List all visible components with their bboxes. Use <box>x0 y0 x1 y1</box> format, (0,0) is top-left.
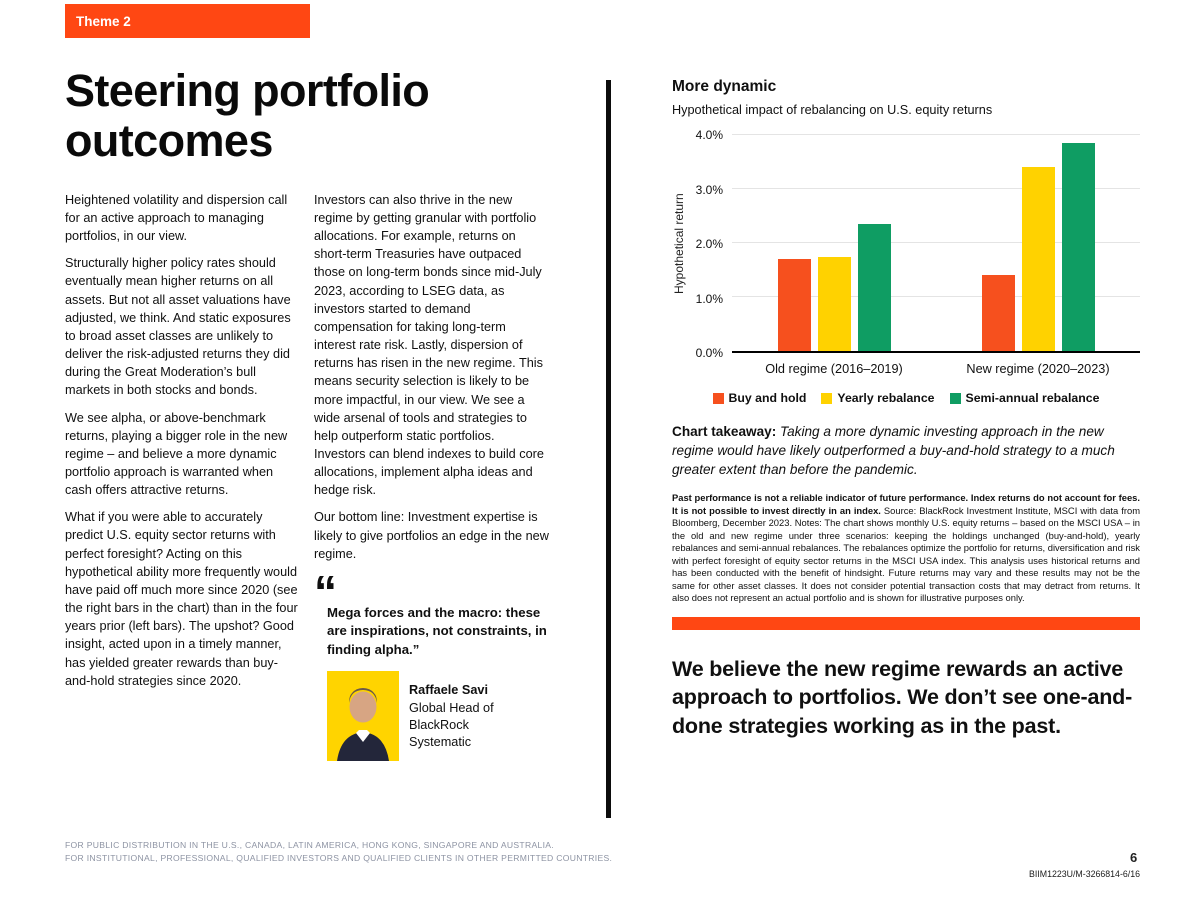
headshot-photo <box>327 671 399 761</box>
bar-group <box>982 135 1095 351</box>
y-tick-label: 1.0% <box>695 291 723 306</box>
y-tick-label: 4.0% <box>695 128 723 142</box>
bar-buy-and-hold <box>982 275 1015 351</box>
left-article <box>65 66 549 761</box>
quote-author-title: Global Head of BlackRock Systematic <box>409 700 494 749</box>
body-columns <box>65 191 549 762</box>
y-tick-label: 3.0% <box>695 182 723 197</box>
chart-x-axis-labels <box>732 362 1140 376</box>
bar-buy-and-hold <box>778 259 811 351</box>
legend-swatch <box>950 393 961 404</box>
theme-badge-label: Theme 2 <box>76 13 131 29</box>
footer-line-2: FOR INSTITUTIONAL, PROFESSIONAL, QUALIFIED INVESTORS AND QUALIFIED CLIENTS IN OTHER PERMITTED COUNTRIES. <box>65 853 613 864</box>
chart-row <box>672 128 1140 360</box>
quote-attribution <box>314 671 549 761</box>
legend-item <box>950 391 1100 405</box>
y-tick-label: 0.0% <box>695 346 723 360</box>
disclosure-rest-text: Source: BlackRock Investment Institute, MSCI with data from Bloomberg, December 2023. Notes: The chart shows monthly U.S. equity returns – based on the MSCI USA – in the old and new regime under three scenarios: keeping the holdings unchanged (buy-and-hold), yearly rebalances and semi-annual rebalances. The rebalances optimize the portfolio for returns, diversification and risk with perfect foresight of equity sector returns in the MSCI USA index. This analysis uses historical returns and has been conducted with the benefit of hindsight. Future returns may vary and these results may not be the same for other asset classes. It does not consider potential transaction costs that may detract from returns. It also does not represent an actual portfolio and is shown for illustrative purposes only. <box>672 504 1141 604</box>
chart-title: More dynamic <box>672 78 777 95</box>
legend-item <box>713 391 807 405</box>
key-statement: We believe the new regime rewards an active approach to portfolios. We don’t see one-and-done strategies working as in the past. <box>672 656 1133 738</box>
distribution-footer <box>65 839 612 866</box>
quote-author-name: Raffaele Savi <box>409 683 488 698</box>
right-panel <box>672 78 1140 741</box>
quote-mark-icon: “ <box>314 565 335 618</box>
legend-label: Semi-annual rebalance <box>965 391 1100 405</box>
bar-semi-annual-rebalance <box>1062 143 1095 351</box>
chart-y-axis-title: Hypothetical return <box>672 193 686 295</box>
theme-badge <box>65 4 310 38</box>
y-tick-label: 2.0% <box>695 237 723 251</box>
paragraph: Heightened volatility and dispersion call for an active approach to managing portfolios, in our view. <box>65 192 288 244</box>
legend-swatch <box>713 393 724 404</box>
bar-group <box>778 135 891 351</box>
orange-divider-bar <box>672 617 1140 630</box>
chart-plot-area <box>732 135 1140 353</box>
vertical-divider <box>606 80 611 818</box>
paragraph: Our bottom line: Investment expertise is likely to give portfolios an edge in the new regime. <box>314 510 549 561</box>
page-title: Steering portfolio outcomes <box>65 65 430 167</box>
disclosure-bold-text: Past performance is not a reliable indicator of future performance. Index returns do not account for fees. It is not possible to invest directly in an index. <box>672 492 1140 516</box>
x-category-label: New regime (2020–2023) <box>966 362 1110 376</box>
footer-line-1: FOR PUBLIC DISTRIBUTION IN THE U.S., CANADA, LATIN AMERICA, HONG KONG, SINGAPORE AND AUSTRALIA. <box>65 840 554 850</box>
paragraph: Investors can also thrive in the new regime by getting granular with portfolio allocations. For example, returns on short-term Treasuries have outpaced those on long-term bonds since mid-July 2023, according to LSEG data, as investors started to demand compensation for taking long-term interest rate risk. Lastly, dispersion of returns has risen in the new regime. This means security selection is likely to be more impactful, in our view. We see a wide arsenal of tools and strategies to help outperform static portfolios. Investors can blend indexes to build core allocations, implement alpha ideas and hedge risk. <box>314 192 544 498</box>
bar-semi-annual-rebalance <box>858 224 891 351</box>
legend-label: Buy and hold <box>728 391 807 405</box>
chart-legend <box>672 391 1140 405</box>
body-column-2 <box>314 191 549 762</box>
paragraph: What if you were able to accurately predict U.S. equity sector returns with perfect foresight? Acting on this hypothetical ability more frequently would have paid off much more since 2020 (see the right bars in the chart) than in the four years prior (left bars). The upshot? Good insight, acted upon in a timely manner, has yielded greater rewards than buy-and-hold strategies since 2020. <box>65 510 298 688</box>
page-number: 6 <box>1130 850 1138 865</box>
rebalancing-chart <box>672 128 1140 405</box>
chart-takeaway-label: Chart takeaway: <box>672 424 777 439</box>
legend-item <box>821 391 934 405</box>
body-column-2-paragraphs <box>314 191 549 563</box>
document-code: BIIM1223U/M-3266814-6/16 <box>1028 869 1140 879</box>
body-column-1 <box>65 191 300 762</box>
chart-takeaway-text: Taking a more dynamic investing approach in the new regime would have likely outperformed a buy-and-hold strategy to a much greater extent than before the pandemic. <box>672 424 1115 477</box>
x-category-label: Old regime (2016–2019) <box>765 362 903 376</box>
chart-takeaway <box>672 423 1140 479</box>
quote-text: Mega forces and the macro: these are inspirations, not constraints, in finding alpha.” <box>327 604 547 657</box>
paragraph: We see alpha, or above-benchmark returns, playing a bigger role in the new regime – and believe a more dynamic portfolio approach is warranted when cash offers attractive returns. <box>65 410 288 498</box>
pull-quote <box>314 565 549 761</box>
legend-label: Yearly rebalance <box>837 391 935 405</box>
paragraph: Structurally higher policy rates should eventually mean higher returns on all assets. But not all asset valuations have adjusted, we think. And static exposures to broad asset classes are unlikely to deliver the risk-adjusted returns they did during the Great Moderation’s bull markets in both stocks and bonds. <box>65 256 291 398</box>
bar-yearly-rebalance <box>818 257 851 352</box>
quote-attribution-text <box>409 671 521 761</box>
disclosure-text <box>672 492 1140 605</box>
chart-subtitle: Hypothetical impact of rebalancing on U.S. equity returns <box>672 103 993 117</box>
chart-y-tick-labels <box>690 128 732 360</box>
legend-swatch <box>821 393 832 404</box>
bar-yearly-rebalance <box>1022 167 1055 351</box>
